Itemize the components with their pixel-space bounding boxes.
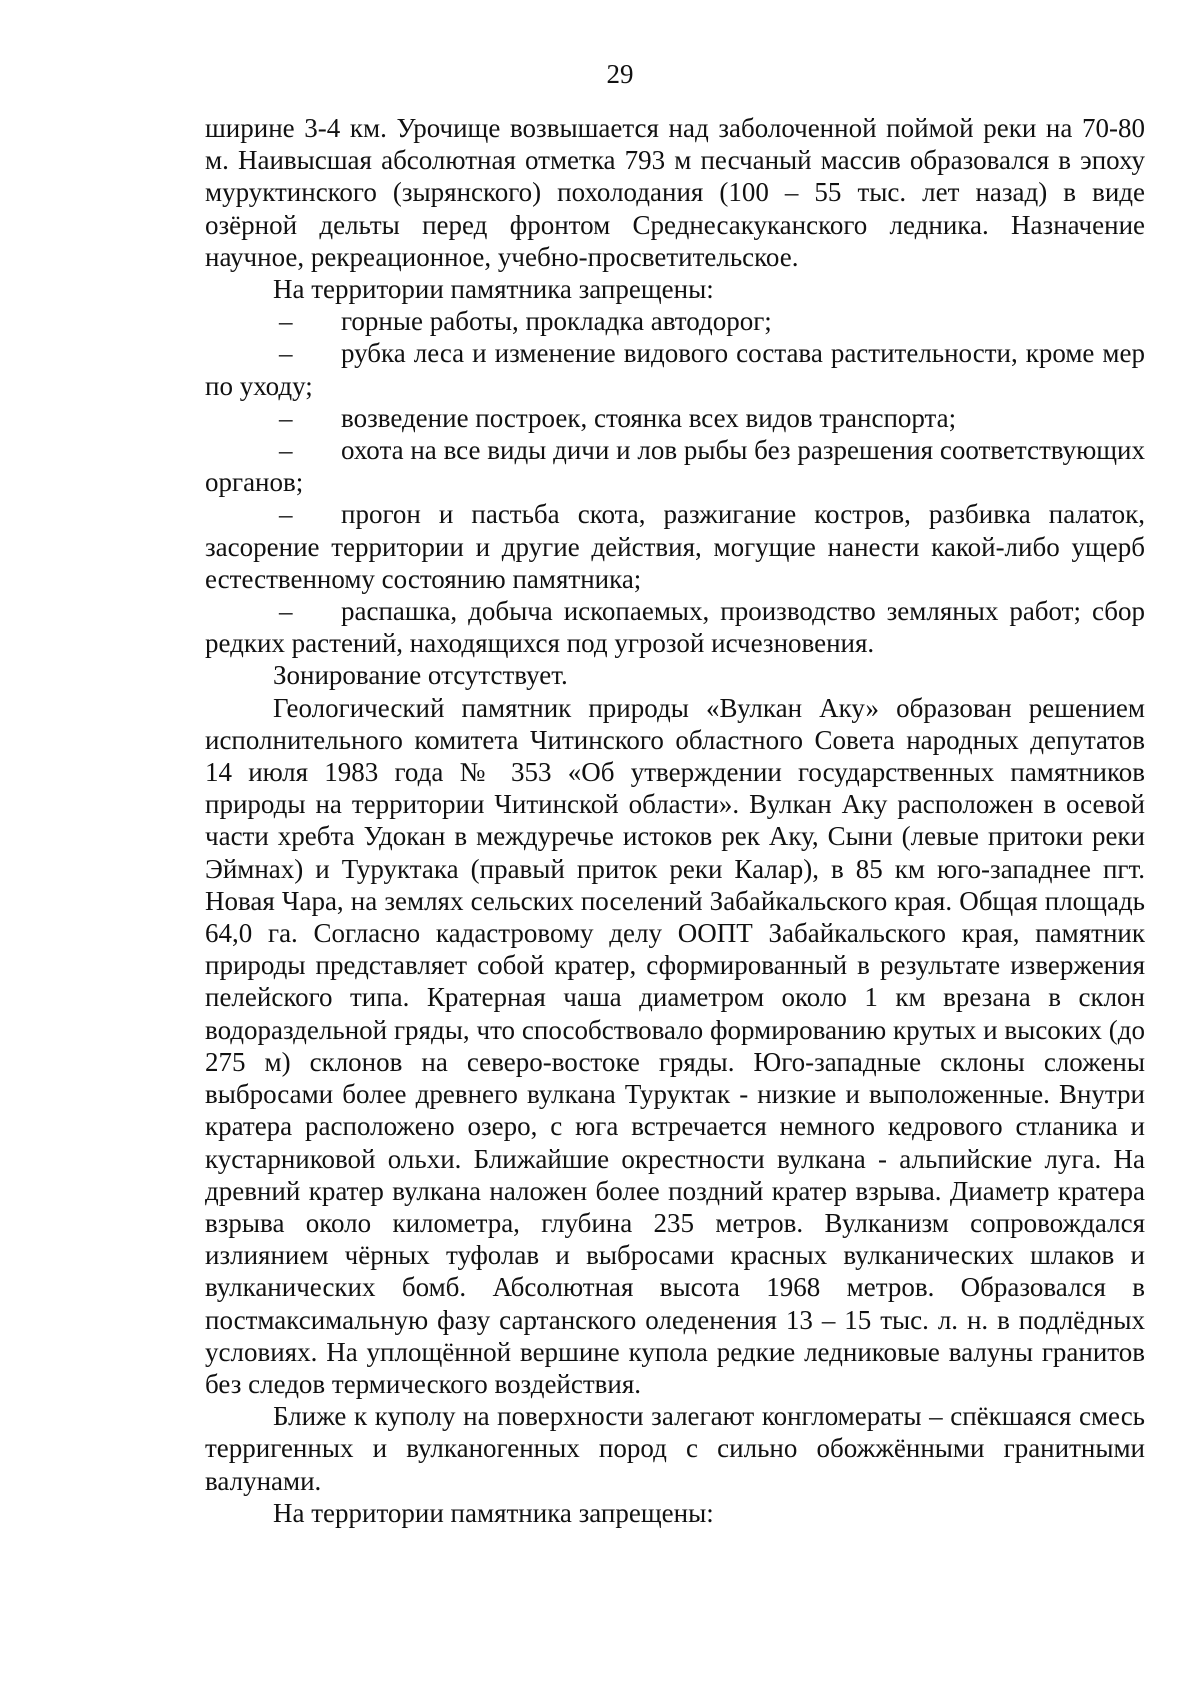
prohibition-text: прогон и пастьба скота, разжигание костров, разбивка палаток, засорение территории и другие действия, могущие нанести какой-либо ущерб естественному состоянию памятника; xyxy=(205,499,1145,594)
intro-paragraph: ширине 3-4 км. Урочище возвышается над заболоченной поймой реки на 70-80 м. Наивысшая абсолютная отметка 793 м песчаный массив образовался в эпоху муруктинского (зырянского) похолодания (100 – 55 тыс. лет назад) в виде озёрной дельты перед фронтом Среднесакуканского ледника. Назначение научное, рекреационное, учебно-просветительское. xyxy=(205,113,1145,272)
dash-marker: – xyxy=(279,435,293,466)
zoning-paragraph: Зонирование отсутствует. xyxy=(273,660,568,691)
volcano-paragraph: Геологический памятник природы «Вулкан Аку» образован решением исполнительного комитета Читинского областного Совета народных депутатов 14 июля 1983 года № 353 «Об утверждении государственных памятников природы на территории Читинской области». Вулкан Аку расположен в осевой части хребта Удокан в междуречье истоков рек Аку, Сыни (левые притоки реки Эймнах) и Туруктака (правый приток реки Калар), в 85 км юго-западнее пгт. Новая Чара, на землях сельских поселений Забайкальского края. Общая площадь 64,0 га. Согласно кадастровому делу ООПТ Забайкальского края, памятник природы представляет собой кратер, сформированный в результате извержения пелейского типа. Кратерная чаша диаметром около 1 км врезана в склон водораздельной гряды, что способствовало формированию крутых и высоких (до 275 м) склонов на северо-востоке гряды. Юго-западные склоны сложены выбросами более древнего вулкана Туруктак - низкие и выположенные. Внутри кратера расположено озеро, с юга встречается немного кедрового стланика и кустарниковой ольхи. Ближайшие окрестности вулкана - альпийские луга. На древний кратер вулкана наложен более поздний кратер взрыва. Диаметр кратера взрыва около километра, глубина 235 метров. Вулканизм сопровождался излиянием чёрных туфолав и выбросами красных вулканических шлаков и вулканических бомб. Абсолютная высота 1968 метров. Образовался в постмаксимальную фазу сартанского оледенения 13 – 15 тыс. л. н. в подлёдных условиях. На уплощённой вершине купола редкие ледниковые валуны гранитов без следов термического воздействия. xyxy=(205,692,1145,1399)
prohibition-item xyxy=(205,402,1145,434)
prohibition-text: возведение построек, стоянка всех видов транспорта; xyxy=(341,402,957,433)
dash-marker: – xyxy=(279,499,293,530)
prohibition-item xyxy=(205,434,1145,498)
prohibition-text: распашка, добыча ископаемых, производство земляных работ; сбор редких растений, находящихся под угрозой исчезновения. xyxy=(205,596,1145,659)
prohibition-item xyxy=(205,595,1145,659)
prohibition-item xyxy=(205,305,1145,337)
dash-marker: – xyxy=(279,338,293,369)
document-body xyxy=(205,112,1145,1529)
prohibition-item xyxy=(205,337,1145,401)
prohibition-text: охота на все виды дичи и лов рыбы без разрешения соответствующих органов; xyxy=(205,435,1145,498)
prohibitions-heading: На территории памятника запрещены: xyxy=(273,274,714,305)
page-number: 29 xyxy=(606,59,634,89)
dash-marker: – xyxy=(279,306,293,337)
dash-marker: – xyxy=(279,402,293,433)
dash-marker: – xyxy=(279,596,293,627)
dome-paragraph: Ближе к куполу на поверхности залегают конгломераты – спёкшаяся смесь терригенных и вулканогенных пород с сильно обожжёнными гранитными валунами. xyxy=(205,1401,1145,1496)
final-prohibitions-heading: На территории памятника запрещены: xyxy=(273,1497,714,1528)
prohibition-text: рубка леса и изменение видового состава растительности, кроме мер по уходу; xyxy=(205,338,1145,401)
prohibition-item xyxy=(205,498,1145,595)
prohibition-text: горные работы, прокладка автодорог; xyxy=(341,306,772,337)
